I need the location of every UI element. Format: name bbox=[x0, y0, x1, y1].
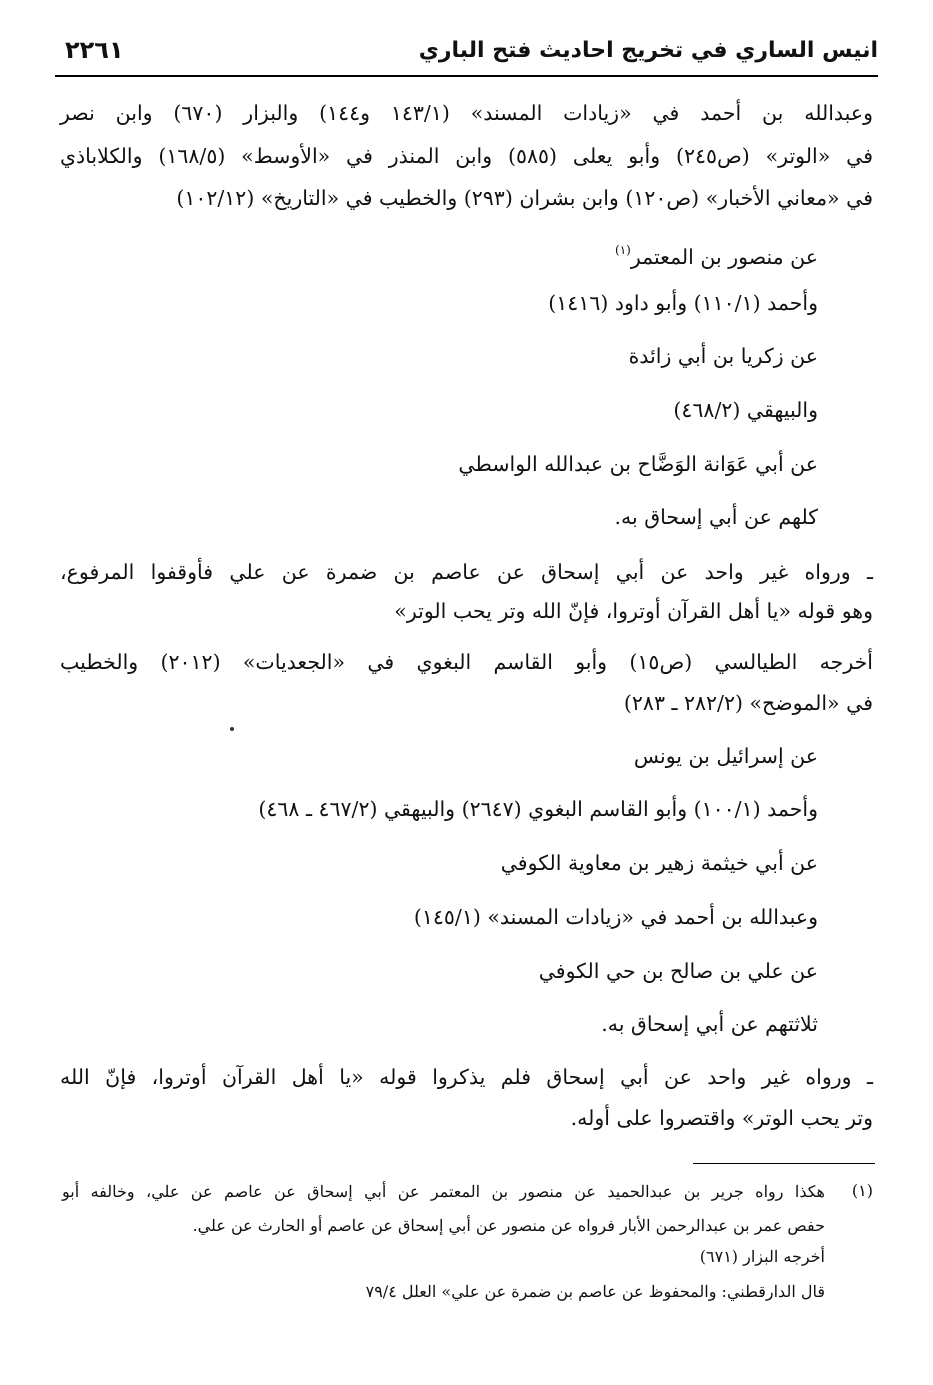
text-line: وعبدالله بن أحمد في «زيادات المسند» (١٤٣/١ و١٤٤) والبزار (٦٧٠) وابن نصر bbox=[60, 101, 873, 125]
footnote-reference: (١) bbox=[615, 243, 631, 257]
narrator-line bbox=[615, 235, 818, 272]
narrator-line: عن إسرائيل بن يونس bbox=[633, 744, 818, 768]
page-header bbox=[55, 28, 878, 68]
footnote-marker: (١) bbox=[851, 1181, 873, 1200]
source-line: وأحمد (١٠٠/١) وأبو القاسم البغوي (٢٦٤٧) والبيهقي (٤٦٧/٢ ـ ٤٦٨) bbox=[258, 797, 818, 821]
text-line: وهو قوله «يا أهل القرآن أوتروا، فإنّ الله وتر يحب الوتر» bbox=[394, 599, 873, 623]
text-line: وتر يحب الوتر» واقتصروا على أوله. bbox=[570, 1106, 873, 1130]
narrator-line: عن أبي عَوَانة الوَضَّاح بن عبدالله الواسطي bbox=[458, 452, 818, 476]
text-line: أخرجه الطيالسي (ص١٥) وأبو القاسم البغوي في «الجعديات» (٢٠١٢) والخطيب bbox=[60, 650, 873, 674]
narrator-line: عن زكريا بن أبي زائدة bbox=[628, 344, 818, 368]
text-line: في «معاني الأخبار» (ص١٢٠) وابن بشران (٢٩٣) والخطيب في «التاريخ» (١٠٢/١٢) bbox=[176, 186, 873, 210]
footnote-rule bbox=[693, 1163, 875, 1164]
summary-line: ثلاثتهم عن أبي إسحاق به. bbox=[601, 1012, 818, 1036]
text-line: ـ ورواه غير واحد عن أبي إسحاق عن عاصم بن ضمرة عن علي فأوقفوا المرفوع، bbox=[60, 560, 873, 584]
footnote-line: هكذا رواه جرير بن عبدالحميد عن منصور بن المعتمر عن أبي إسحاق عن عاصم عن علي، وخالفه أبو bbox=[62, 1182, 825, 1201]
narrator-text: عن منصور بن المعتمر bbox=[630, 245, 818, 269]
stray-mark bbox=[230, 727, 234, 731]
source-line: وأحمد (١١٠/١) وأبو داود (١٤١٦) bbox=[548, 291, 818, 315]
source-line: والبيهقي (٤٦٨/٢) bbox=[673, 398, 818, 422]
narrator-line: عن علي بن صالح بن حي الكوفي bbox=[538, 959, 818, 983]
text-line: في «الموضح» (٢٨٢/٢ ـ ٢٨٣) bbox=[623, 691, 873, 715]
text-line: في «الوتر» (ص٢٤٥) وأبو يعلى (٥٨٥) وابن المنذر في «الأوسط» (١٦٨/٥) والكلاباذي bbox=[60, 144, 873, 168]
narrator-line: عن أبي خيثمة زهير بن معاوية الكوفي bbox=[500, 851, 818, 875]
page-number: ٢٢٦١ bbox=[65, 36, 124, 64]
text-line: ـ ورواه غير واحد عن أبي إسحاق فلم يذكروا قوله «يا أهل القرآن أوتروا، فإنّ الله bbox=[60, 1065, 873, 1089]
source-line: وعبدالله بن أحمد في «زيادات المسند» (١٤٥/١) bbox=[413, 905, 818, 929]
header-rule bbox=[55, 75, 878, 77]
footnote-line: قال الدارقطني: والمحفوظ عن عاصم بن ضمرة عن علي» العلل ٧٩/٤ bbox=[365, 1282, 825, 1301]
footnote-line: حفص عمر بن عبدالرحمن الأبار فرواه عن منصور عن أبي إسحاق عن عاصم أو الحارث عن علي. bbox=[192, 1216, 825, 1235]
footnote-line: أخرجه البزار (٦٧١) bbox=[699, 1247, 825, 1266]
running-title: انيس الساري في تخريج احاديث فتح الباري bbox=[418, 38, 878, 63]
summary-line: كلهم عن أبي إسحاق به. bbox=[614, 505, 818, 529]
